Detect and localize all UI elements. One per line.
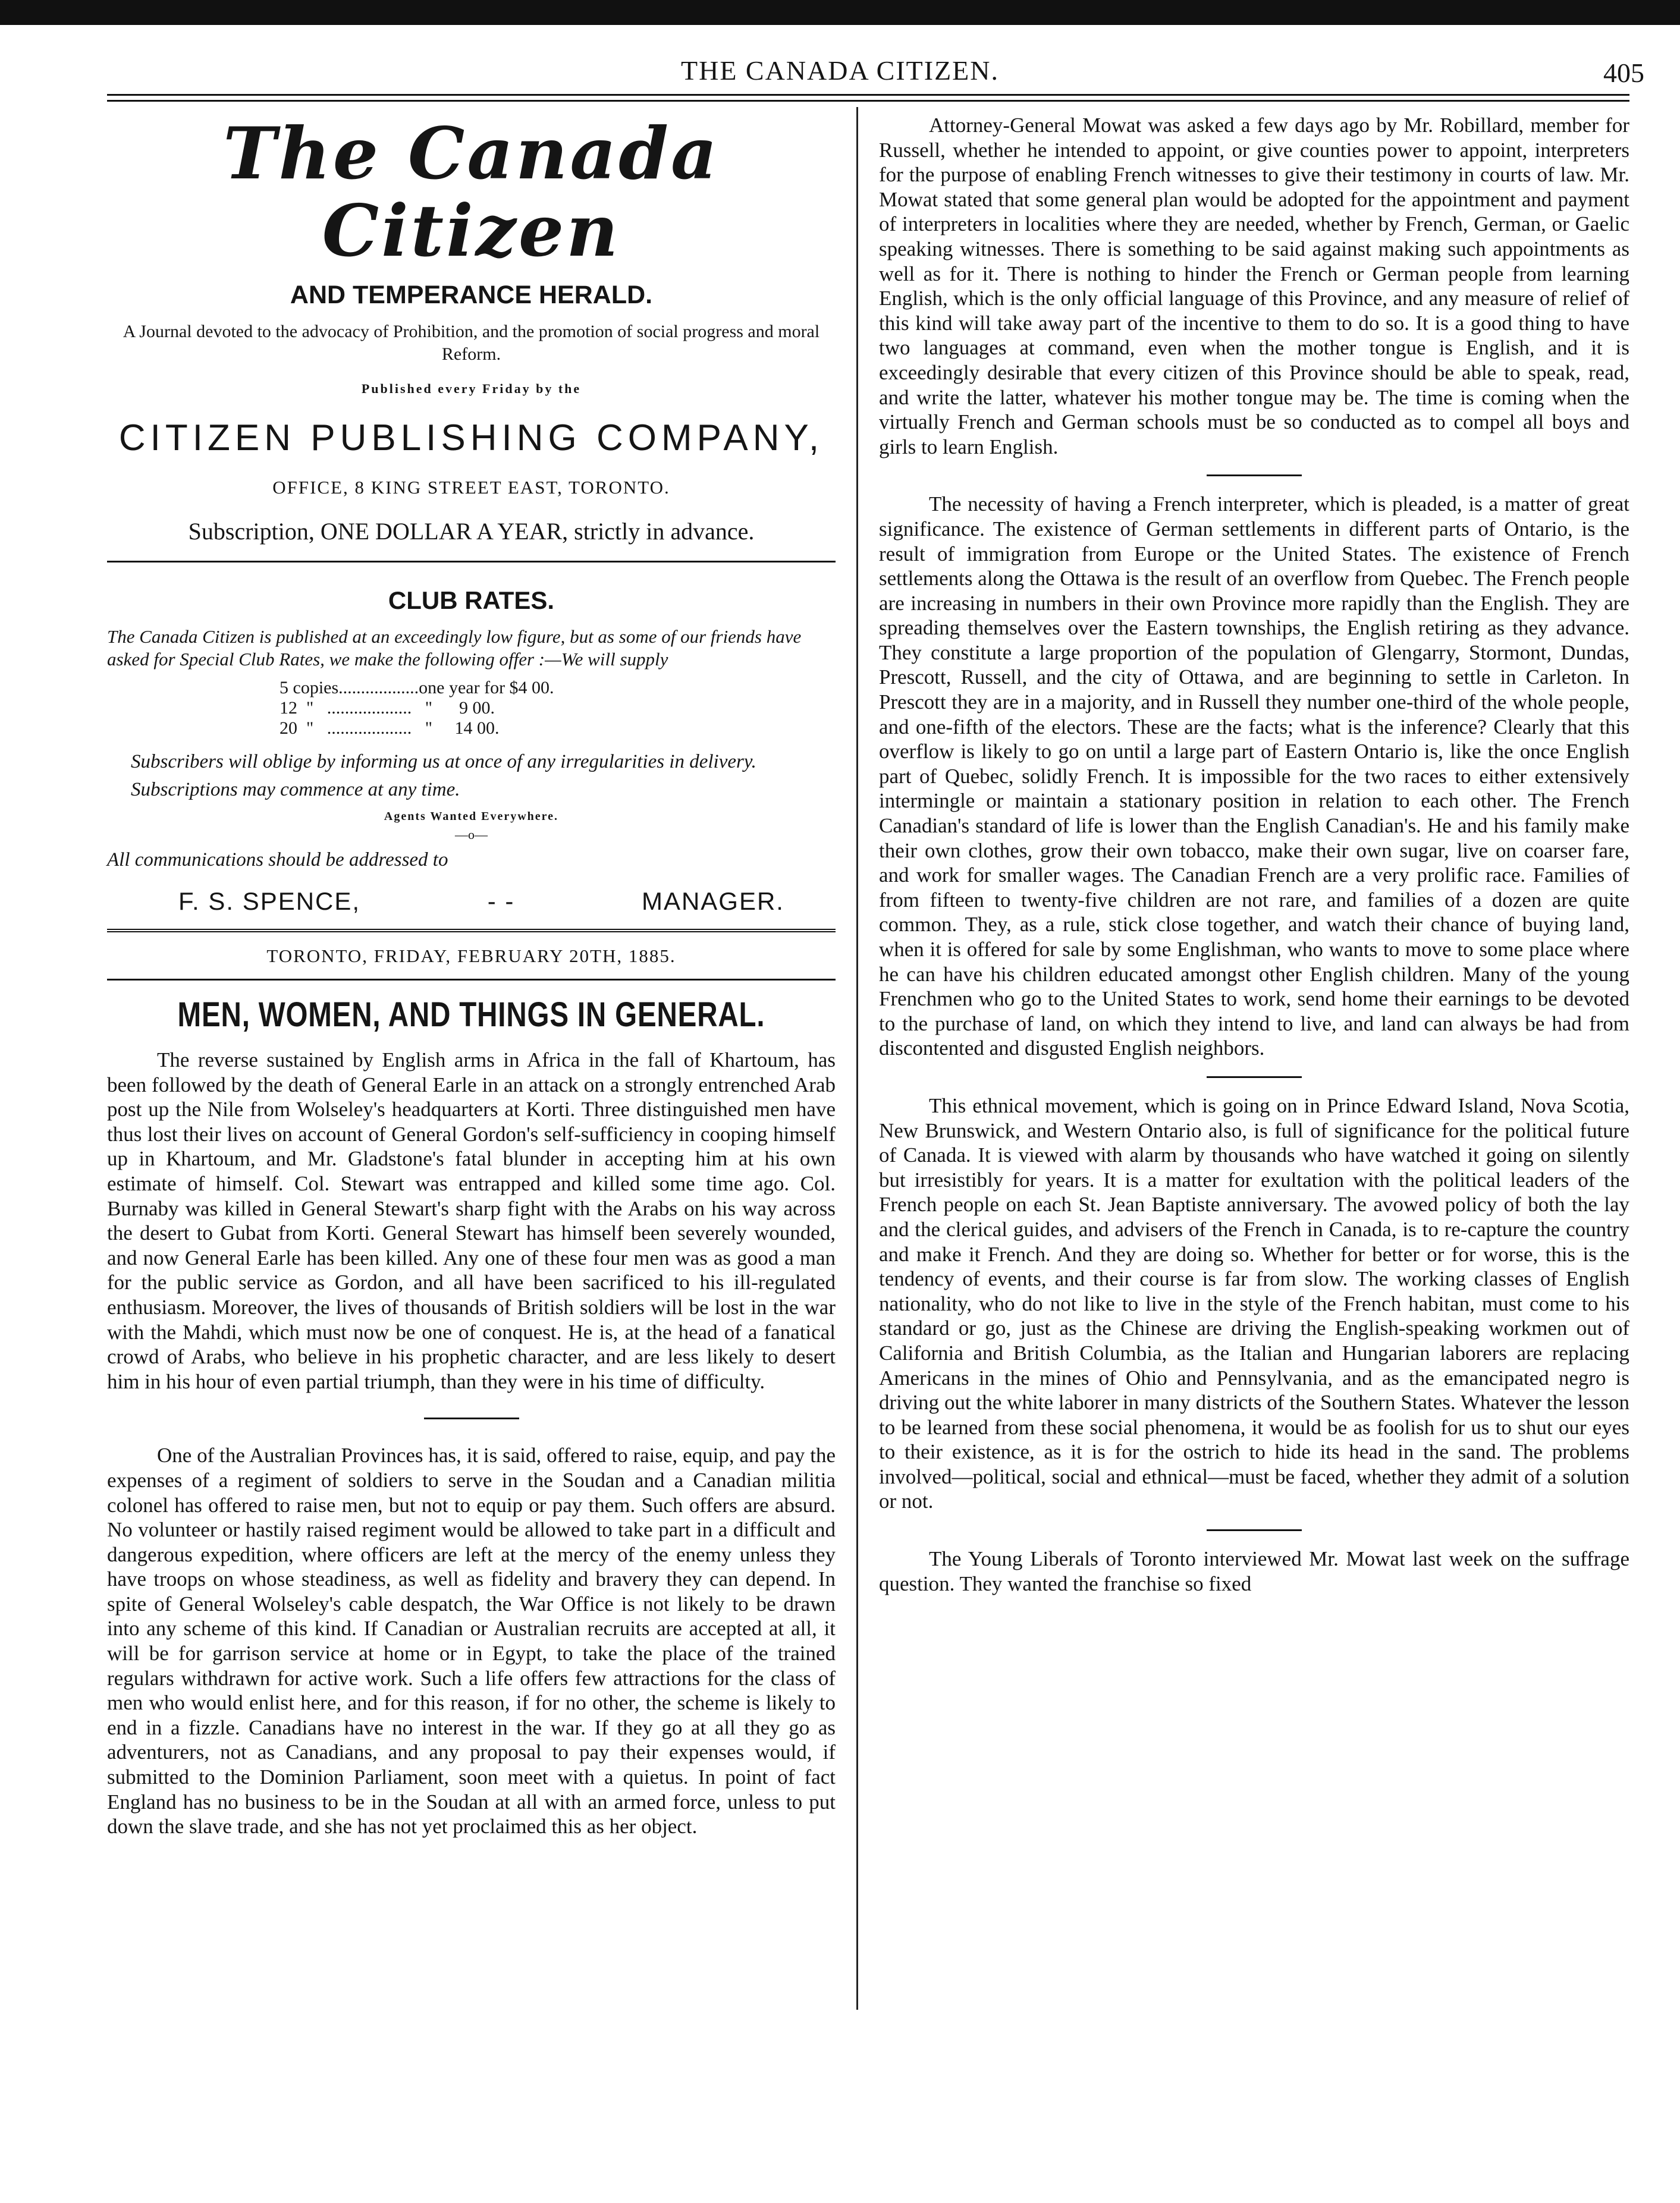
club-rates-box [107,586,836,916]
manager-name: F. S. SPENCE, [178,887,361,915]
left-column [107,113,836,1839]
club-rates-title: CLUB RATES. [388,586,555,614]
article-paragraph: One of the Australian Provinces has, it is said, offered to raise, equip, and pay the expenses of a regiment of soldiers to serve in the Soudan and a Canadian militia colonel has offered to raise men, but not to equip or pay them. Such offers are absurd. No volunteer or hastily raised regiment would be allowed to take part in a difficult and dangerous expedition, where officers are left at the mercy of the enemy unless they have troops on whose steadiness, as well as fidelity and bravery they can depend. In spite of General Wolseley's cable despatch, the War Office is not likely to be drawn into any scheme of this kind. If Canadian or Australian recruits are accepted at all, it will be for garrison service at home or in Egypt, to take the place of the trained regulars withdrawn for active work. Such a life offers few attractions for the class of men who would enlist here, and for this reason, if for no other, the scheme is likely to end in a fizzle. Canadians have no interest in the war. If they go at all they go as adventurers, not as Canadians, and any proposal to pay their expenses would, if submitted to the Dominion Parliament, soon meet with a quietus. In point of fact England has no business to be in the Soudan at all with an armed force, unless to put down the slave trade, and she has not yet proclaimed this as her object. [107,1444,836,1839]
agents-wanted: Agents Wanted Everywhere. [384,810,559,823]
paragraph-separator [424,1418,519,1419]
subscription-price: Subscription, ONE DOLLAR A YEAR, strictly in advance. [188,518,755,545]
publisher-name: CITIZEN PUBLISHING COMPANY, [118,417,824,458]
manager-separator: - - [487,887,515,915]
club-rate-row: 5 copies..................one year for $4 00. [280,678,554,697]
dateline-rule-top [107,929,836,932]
header-rule [107,94,1629,96]
masthead-subtitle: AND TEMPERANCE HERALD. [290,281,653,309]
article-paragraph: This ethnical movement, which is going on in Prince Edward Island, Nova Scotia, New Brunswick, and Western Ontario also, is full of significance for the political future of Canada. It is viewed with alarm by thousands who have watched it going on silently but irresistibly for years. It is a matter for exultation with the political leaders of the French people on each St. Jean Baptiste anniversary. The avowed policy of both the lay and the clerical guides, and advisers of the French in Canada, is to re-capture the country and make it French. And they are doing so. Whether for better or for worse, this is the tendency of events, and their course is far from slow. The working classes of English nationality, who do not like to live in the style of the French habitan, must come to his standard or go, just as the Chinese are driving the English-speaking workmen out of California and British Columbia, as the Italian and Hungarian laborers are replacing Americans in the mines of Ohio and Pennsylvania, and as the emancipated negro is driving out the white laborer in many districts of the Southern States. Whatever the lesson to be learned from these social phenomena, it would be as foolish for us to shut our eyes to their existence, as it is for the ostrich to hide its head in the sand. The problems involved—political, social and ethnical—must be faced, whether they admit of a solution or not. [879,1093,1629,1513]
right-column [879,113,1629,1596]
paragraph-separator [1207,474,1302,476]
ornament-divider: —o— [455,827,488,842]
masthead-title: The Canada Citizen [223,112,720,273]
club-rates-intro: The Canada Citizen is published at an exceedingly low figure, but as some of our friends have asked for Special Club Rates, we make the following offer :—We will supply [107,626,802,670]
scan-top-edge [0,0,1680,25]
manager-line [178,887,784,916]
irregularities-note: Subscribers will oblige by informing us at once of any irregularities in delivery. [131,751,756,772]
page-number: 405 [1603,58,1644,88]
communications-note: All communications should be addressed to [107,849,448,870]
article-paragraph: The Young Liberals of Toronto interviewed Mr. Mowat last week on the suffrage question. They wanted the franchise so fixed [879,1547,1629,1595]
manager-title: MANAGER. [641,887,784,915]
dateline: TORONTO, FRIDAY, FEBRUARY 20TH, 1885. [266,945,676,966]
article-paragraph: Attorney-General Mowat was asked a few days ago by Mr. Robillard, member for Russell, whether he intended to appoint, or give counties power to appoint, interpreters for the purpose of enabling French witnesses to give their testimony in courts of law. Mr. Mowat stated that some general plan would be adopted for the appointment and payment of interpreters in localities where they are needed, whether by French, German, or Gaelic speaking witnesses. There is something to be said against making such appointments as well as for it. There is nothing to hinder the French or German people from learning English, which is the only official language of this Province, and any measure of relief of this kind will take away part of the incentive to them to do so. It is a good thing to have two languages at command, even when the mother tongue is English, and it is exceedingly desirable that every citizen of this Province should be able to speak, read, and write the latter, whatever his mother tongue may be. The time is coming when the virtually French and German schools must be so conducted as to compel all boys and girls to learn English. [879,114,1629,458]
club-rates-table [280,678,836,738]
masthead-rule [107,561,836,562]
header-rule-lower [107,100,1629,102]
column-divider [856,107,858,2010]
masthead [107,112,836,545]
masthead-description: A Journal devoted to the advocacy of Prohibition, and the promotion of social progress and moral Reform. [123,322,820,364]
club-rate-row: 12 " ................... " 9 00. [280,698,495,718]
club-rate-row: 20 " ................... " 14 00. [280,718,500,738]
section-title: MEN, WOMEN, AND THINGS IN GENERAL. [177,995,765,1034]
paragraph-separator [1207,1076,1302,1078]
office-address: OFFICE, 8 KING STREET EAST, TORONTO. [272,477,670,498]
commence-note: Subscriptions may commence at any time. [131,779,460,800]
paragraph-separator [1207,1529,1302,1531]
article-paragraph: The reverse sustained by English arms in Africa in the fall of Khartoum, has been followed by the death of General Earle in an attack on a strongly entrenched Arab post up the Nile from Wolseley's headquarters at Korti. Three distinguished men have thus lost their lives on account of General Gordon's self-sufficiency in cooping himself up in Khartoum, and Mr. Gladstone's fatal blunder in accepting him at his own estimate of himself. Col. Stewart was entrapped and killed some time ago. Col. Burnaby was killed in General Stewart's sharp fight with the Arabs on his way across the desert to Gubat from Korti. General Stewart has himself been severely wounded, and now General Earle has been killed. Any one of these four men was as good a man for the public service as Gordon, and all have been sacrificed to his ill-regulated enthusiasm. Moreover, the lives of thousands of British soldiers will be lost in the war with the Mahdi, which must now be one of conquest. He is, at the head of a fanatical crowd of Arabs, who believe in his prophetic character, and are less likely to desert him in his hour of even partial triumph, than they were in his time of difficulty. [107,1048,836,1393]
published-line: Published every Friday by the [361,381,582,396]
running-head: THE CANADA CITIZEN. [681,55,999,86]
dateline-rule-bottom [107,979,836,980]
article-paragraph: The necessity of having a French interpreter, which is pleaded, is a matter of great significance. The existence of German settlements in different parts of Ontario, is the result of immigration from Europe or the United States. The existence of French settlements along the Ottawa is the result of an overflow from Quebec. The French people are increasing in numbers in their own Province more rapidly than the English. They are spreading themselves over the Eastern townships, the English retiring as they advance. They constitute a large proportion of the population of Glengarry, Stormont, Dundas, Prescott, Russell, and the city of Ottawa, and are beginning to settle in Carleton. In Prescott they are in a majority, and in Russell they number one-third of the whole people, and one-fifth of the electors. These are the facts; what is the inference? Clearly that this overflow is likely to go on until a large part of Eastern Ontario is, like the once English part of Quebec, solidly French. It is impossible for the two races to either extensively intermingle or maintain a stationary position in relation to each other. The French Canadian's standard of life is lower than the English Canadian's. He and his family make their own clothes, grow their own tobacco, make their own sugar, live on coarser fare, and work for smaller wages. The Canadian French are a very prolific race. Families of from fifteen to twenty-five children are not rare, and families of a dozen are quite common. They, as a rule, stick close together, and watch their chance of buying land, when it is offered for sale by some Englishman, who wants to move to some place where he can have his children educated amongst other English children. Many of the young Frenchmen who go to the United States to work, send home their earnings to be devoted to the purchase of land, on which they intend to live, and land can always be had from discontented and disgusted English neighbors. [879,492,1629,1060]
